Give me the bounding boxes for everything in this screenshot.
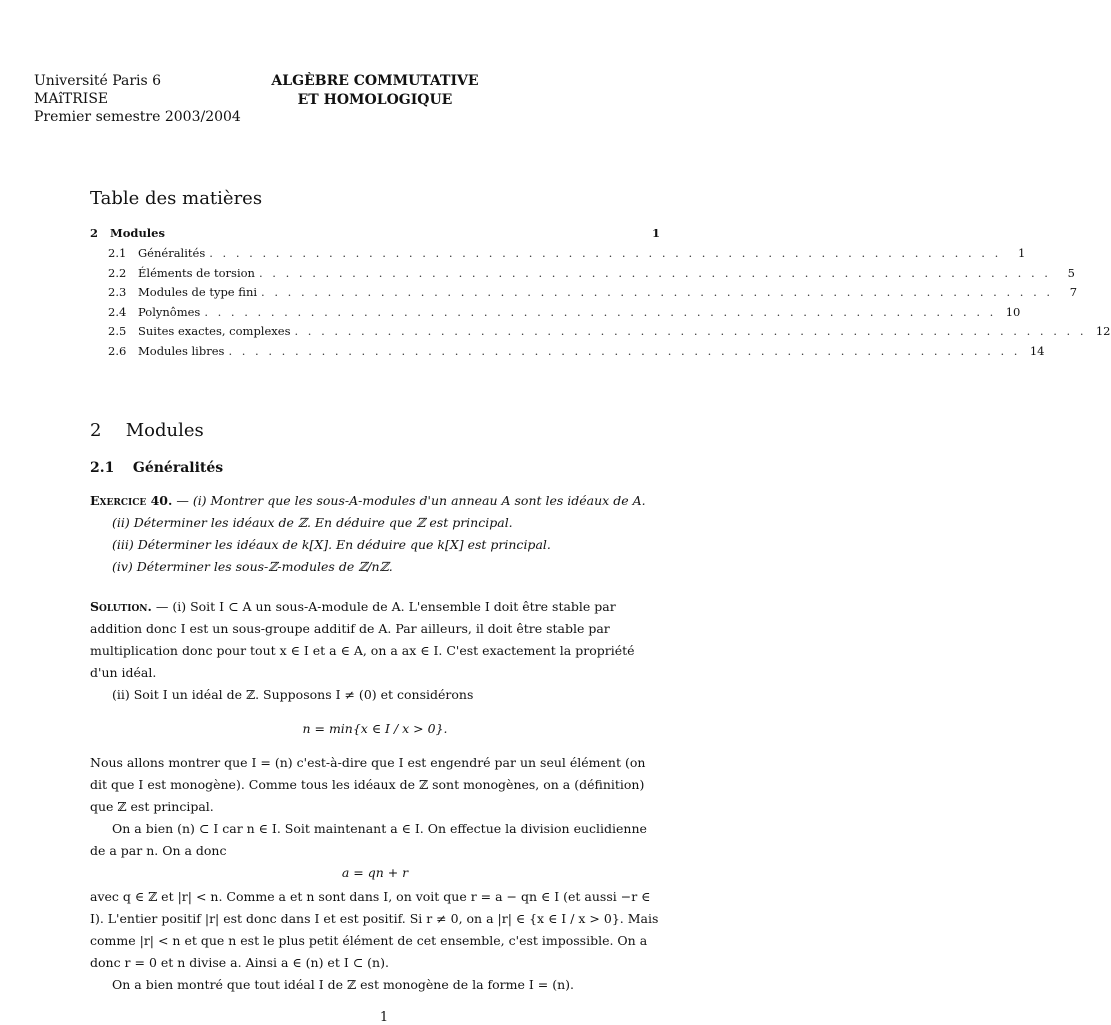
toc-entry-suites-exactes[interactable] <box>108 324 1111 340</box>
toc-entry-polynomes[interactable] <box>108 304 1021 321</box>
toc-leader-dots: . . . . . . . . . . . . . . . . . . . . . . . . . . . . . . . . . . . . . . . . . . . . . . . . . . . . . . . . . . . . <box>209 246 1002 260</box>
solution-block <box>90 596 660 996</box>
section-number: 2 <box>90 420 102 441</box>
toc-entry-torsion[interactable] <box>108 265 1075 282</box>
solution-paragraph-1 <box>90 596 660 684</box>
exercise-text: (i) Montrer que les sous-A-modules d'un anneau A sont les idéaux de A. <box>192 493 646 508</box>
toc-leader-dots: . . . . . . . . . . . . . . . . . . . . . . . . . . . . . . . . . . . . . . . . . . . . . . . . . . . . . . . . . . . . <box>294 324 1087 338</box>
toc-entry-page: 5 <box>1067 265 1075 280</box>
solution-paragraph-2: (ii) Soit I un idéal de ℤ. Supposons I ≠ (0) et considérons <box>112 687 474 702</box>
toc-leader-dots: . . . . . . . . . . . . . . . . . . . . . . . . . . . . . . . . . . . . . . . . . . . . . . . . . . . . . . . . . . . . <box>204 304 997 319</box>
toc-leader-dots: . . . . . . . . . . . . . . . . . . . . . . . . . . . . . . . . . . . . . . . . . . . . . . . . . . . . . . . . . . . . <box>228 343 1021 358</box>
exercise-block <box>90 490 660 578</box>
toc-entry-number: 2.3 <box>108 285 127 299</box>
toc-entry-page: 1 <box>1017 246 1026 260</box>
toc-entry-page: 1 <box>651 226 660 240</box>
exercise-item-4: (iv) Déterminer les sous-ℤ-modules de ℤ/nℤ. <box>112 559 393 574</box>
course-title-line1: ALGÈBRE COMMUTATIVE <box>271 73 479 89</box>
toc-entry-label: Suites exactes, complexes <box>138 324 291 338</box>
toc-entry-label: Éléments de torsion <box>138 265 255 280</box>
toc-entry-page: 12 <box>1095 324 1111 338</box>
program: MAîTRISE <box>34 91 109 107</box>
toc-entry-modules[interactable] <box>90 226 660 242</box>
toc-entry-label: Modules libres <box>138 343 225 358</box>
toc-entry-modules-libres[interactable] <box>108 343 1045 360</box>
subsection-title: Généralités <box>132 460 224 476</box>
page-number: 1 <box>379 1010 389 1025</box>
course-title-line2: ET HOMOLOGIQUE <box>297 92 453 108</box>
toc-entry-page: 7 <box>1069 285 1078 299</box>
exercise-dash: — <box>172 493 193 508</box>
exercise-item-2: (ii) Déterminer les idéaux de ℤ. En déduire que ℤ est principal. <box>112 515 513 530</box>
solution-paragraph-6: On a bien montré que tout idéal I de ℤ est monogène de la forme I = (n). <box>112 977 575 992</box>
toc-entry-page: 10 <box>1005 304 1021 319</box>
solution-dash: — <box>151 599 173 614</box>
equation-division: a = qn + r <box>341 865 409 880</box>
toc-entry-label: Généralités <box>138 246 206 260</box>
section-title: Modules <box>125 420 204 441</box>
institution: Université Paris 6 <box>34 73 162 89</box>
toc-entry-label: Polynômes <box>138 304 201 319</box>
subsection-heading <box>90 460 223 476</box>
toc-entry-page: 14 <box>1029 343 1045 358</box>
solution-paragraph-4: On a bien (n) ⊂ I car n ∈ I. Soit maintenant a ∈ I. On effectue la division euclidienne de a par n. On a donc <box>90 821 647 858</box>
toc-entry-number: 2.1 <box>108 246 127 260</box>
toc-leader-dots: . . . . . . . . . . . . . . . . . . . . . . . . . . . . . . . . . . . . . . . . . . . . . . . . . . . . . . . . . . . . <box>258 265 1051 280</box>
semester: Premier semestre 2003/2004 <box>34 109 241 125</box>
toc-entry-type-fini[interactable] <box>108 285 1078 301</box>
course-title <box>250 72 500 110</box>
section-heading <box>90 420 204 441</box>
toc-entry-number: 2 <box>90 226 99 240</box>
toc-entry-number: 2.6 <box>108 343 127 358</box>
toc-leader-dots: . . . . . . . . . . . . . . . . . . . . . . . . . . . . . . . . . . . . . . . . . . . . . . . . . . . . . . . . . . . . <box>261 285 1054 299</box>
toc-entry-number: 2.5 <box>108 324 127 338</box>
toc-entry-number: 2.2 <box>108 265 127 280</box>
equation-min: n = min{x ∈ I / x > 0}. <box>302 721 448 736</box>
exercise-item-1 <box>90 490 660 512</box>
exercise-item-3: (iii) Déterminer les idéaux de k[X]. En déduire que k[X] est principal. <box>112 537 551 552</box>
solution-paragraph-5: avec q ∈ ℤ et |r| < n. Comme a et n sont dans I, on voit que r = a − qn ∈ I (et aussi −r ∈ I). L'entier positif |r| est donc dans I et est positif. Si r ≠ 0, on a |r| ∈ {x ∈ I / x > 0}. Mais comme |r| < n et que n est le plus petit élément de cet ensemble, c'est impossible. On a donc r = 0 et n divise a. Ainsi a ∈ (n) et I ⊂ (n). <box>90 889 659 970</box>
header-left <box>34 72 241 126</box>
subsection-number: 2.1 <box>90 460 115 476</box>
toc-title: Table des matières <box>90 188 263 209</box>
solution-heading: Solution. <box>90 599 152 614</box>
toc-entry-generalites[interactable] <box>108 246 1026 262</box>
exercise-heading: Exercice 40. <box>90 493 173 508</box>
solution-paragraph-3: Nous allons montrer que I = (n) c'est-à-dire que I est engendré par un seul élément (on dit que I est monogène). Comme tous les idéaux de ℤ sont monogènes, on a (définition) que ℤ est principal. <box>90 755 646 814</box>
solution-text: (i) Soit I ⊂ A un sous-A-module de A. L'ensemble I doit être stable par addition donc I est un sous-groupe additif de A. Par ailleurs, il doit être stable par multiplication donc pour tout x ∈ I et a ∈ A, on a ax ∈ I. C'est exactement la propriété d'un idéal. <box>90 599 635 680</box>
toc-entry-label: Modules <box>110 226 165 240</box>
toc-entry-label: Modules de type fini <box>138 285 258 299</box>
toc-entry-number: 2.4 <box>108 304 127 319</box>
